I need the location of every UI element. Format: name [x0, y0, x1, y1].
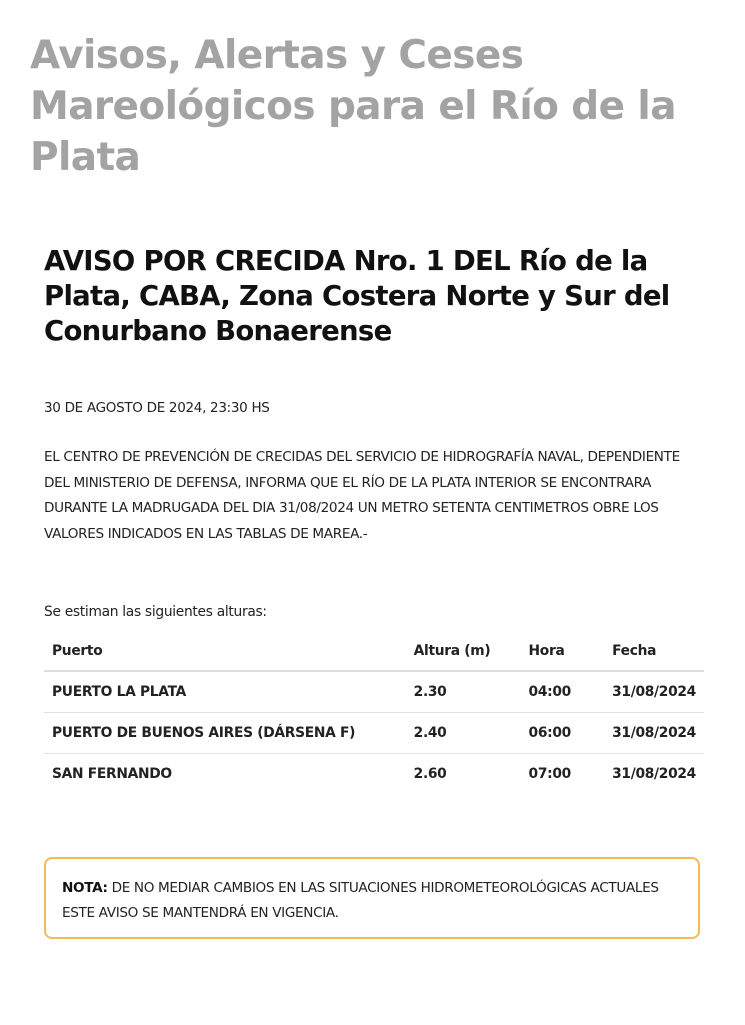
- header-altura: Altura (m): [406, 632, 521, 671]
- header-hora: Hora: [521, 632, 605, 671]
- table-intro: Se estiman las siguientes alturas:: [44, 604, 267, 620]
- cell-puerto: SAN FERNANDO: [44, 754, 406, 795]
- cell-altura: 2.30: [413, 684, 447, 700]
- cell-hora: 06:00: [521, 713, 605, 754]
- nota-label: NOTA:: [62, 880, 108, 896]
- nota-message: DE NO MEDIAR CAMBIOS EN LAS SITUACIONES HIDROMETEOROLÓGICAS ACTUALES ESTE AVISO SE MANTENDRÁ EN VIGENCIA.: [62, 880, 659, 921]
- nota-box: [44, 857, 700, 939]
- heights-table: [44, 632, 704, 794]
- cell-puerto: PUERTO DE BUENOS AIRES (DÁRSENA F): [44, 713, 406, 754]
- aviso-title: AVISO POR CRECIDA Nro. 1 DEL Río de la Plata, CABA, Zona Costera Norte y Sur del Conurbano Bonaerense: [44, 245, 670, 347]
- header-fecha: Fecha: [604, 632, 704, 671]
- table-header-row: [44, 632, 704, 671]
- table-row: [44, 671, 704, 713]
- table-header: [44, 632, 704, 671]
- cell-altura: 2.60: [406, 754, 521, 795]
- cell-hora: 04:00: [528, 684, 571, 700]
- table-body: [44, 671, 704, 794]
- cell-puerto: PUERTO LA PLATA: [52, 684, 186, 700]
- aviso-body: EL CENTRO DE PREVENCIÓN DE CRECIDAS DEL SERVICIO DE HIDROGRAFÍA NAVAL, DEPENDIENTE DEL MINISTERIO DE DEFENSA, INFORMA QUE EL RÍO DE LA PLATA INTERIOR SE ENCONTRARA DURANTE LA MADRUGADA DEL DIA 31/08/2024 UN METRO SETENTA CENTIMETROS OBRE LOS VALORES INDICADOS EN LAS TABLAS DE MAREA.-: [44, 449, 680, 542]
- page-title: Avisos, Alertas y Ceses Mareológicos para el Río de la Plata: [30, 33, 676, 180]
- cell-fecha: 31/08/2024: [604, 713, 704, 754]
- table-row: [44, 713, 704, 754]
- table-row: [44, 754, 704, 795]
- cell-fecha: 31/08/2024: [612, 684, 696, 700]
- cell-altura: 2.40: [406, 713, 521, 754]
- cell-fecha: 31/08/2024: [604, 754, 704, 795]
- header-puerto: Puerto: [44, 632, 406, 671]
- aviso-date: 30 DE AGOSTO DE 2024, 23:30 HS: [44, 400, 270, 416]
- nota-text: [62, 876, 682, 926]
- cell-hora: 07:00: [521, 754, 605, 795]
